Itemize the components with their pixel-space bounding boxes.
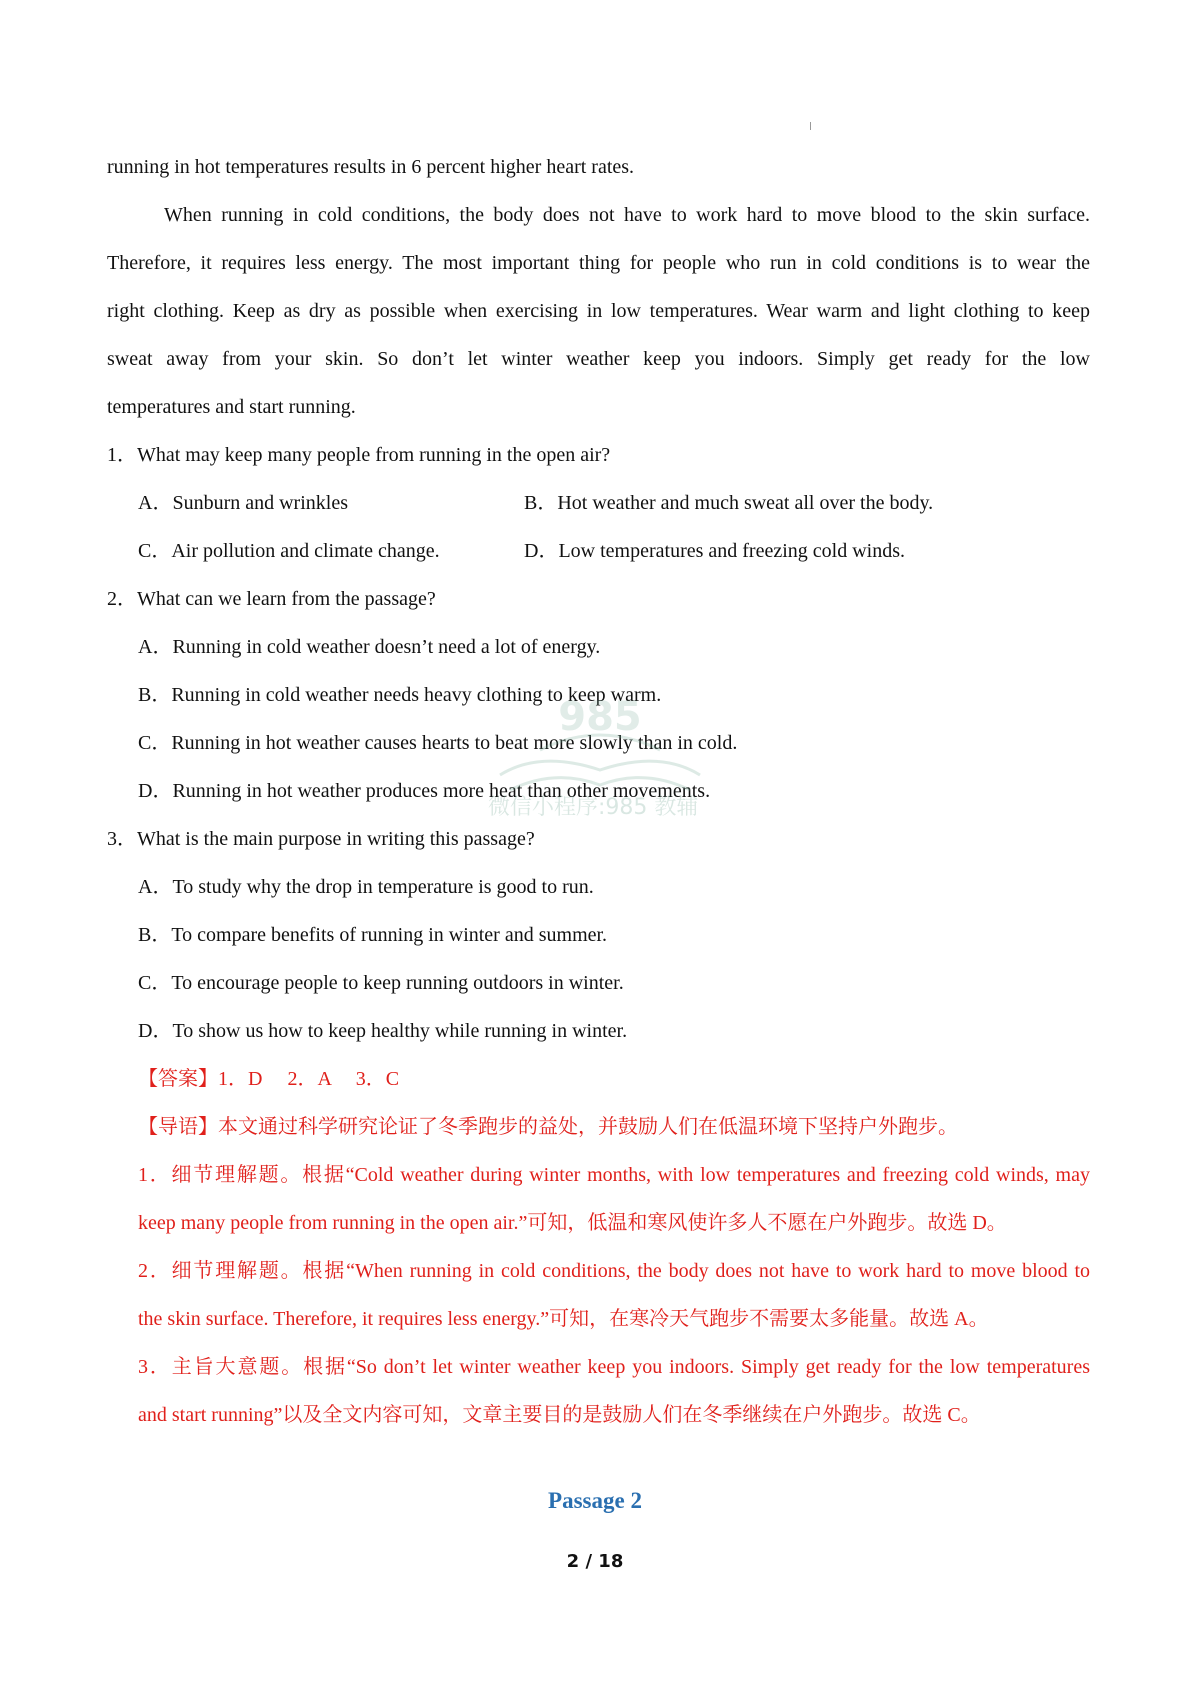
question-1-stem: 1．What may keep many people from running in the open air? <box>107 444 611 466</box>
question-1-option-c: C．Air pollution and climate change. <box>138 540 440 562</box>
explanation-line: the skin surface. Therefore, it requires less energy.”可知，在寒冷天气跑步不需要太多能量。故选 A。 <box>138 1308 989 1330</box>
passage-heading: Passage 2 <box>548 1488 642 1513</box>
question-3-option-c: C．To encourage people to keep running outdoors in winter. <box>138 972 624 994</box>
paragraph-line: When running in cold conditions, the body does not have to work hard to move blood to the skin surface. <box>164 204 1090 226</box>
paragraph-line: right clothing. Keep as dry as possible when exercising in low temperatures. Wear warm and light clothing to keep <box>107 300 1090 322</box>
question-2-option-b: B．Running in cold weather needs heavy clothing to keep warm. <box>138 684 662 706</box>
question-3-option-a: A．To study why the drop in temperature is good to run. <box>138 876 594 898</box>
answer-text: 1．D 2．A 3．C <box>218 1068 400 1090</box>
question-3-option-d: D．To show us how to keep healthy while running in winter. <box>138 1020 628 1042</box>
paragraph-line: sweat away from your skin. So don’t let winter weather keep you indoors. Simply get ready for the low <box>107 348 1090 370</box>
question-3-option-b: B．To compare benefits of running in winter and summer. <box>138 924 608 946</box>
question-1-option-b: B．Hot weather and much sweat all over the body. <box>524 492 934 514</box>
question-1-option-d: D．Low temperatures and freezing cold winds. <box>524 540 905 562</box>
question-2-option-d: D．Running in hot weather produces more heat than other movements. <box>138 780 711 802</box>
question-2-option-a: A．Running in cold weather doesn’t need a lot of energy. <box>138 636 601 658</box>
header-mark <box>810 122 811 130</box>
watermark-number: 985 <box>558 694 642 740</box>
answer-label: 【答案】 <box>138 1068 218 1090</box>
question-2-option-c: C．Running in hot weather causes hearts to beat more slowly than in cold. <box>138 732 738 754</box>
explanation-line: 3．主旨大意题。根据“So don’t let winter weather keep you indoors. Simply get ready for the low temperatures <box>138 1356 1090 1378</box>
watermark-text: 微信小程序:985 教辅 <box>488 795 699 820</box>
passage-tail-line: running in hot temperatures results in 6 percent higher heart rates. <box>107 156 635 178</box>
paragraph-line: temperatures and start running. <box>107 396 356 418</box>
page-number: 2 / 18 <box>566 1551 624 1572</box>
question-2-stem: 2．What can we learn from the passage? <box>107 588 436 610</box>
answer-line <box>138 1067 1090 1091</box>
paragraph-line: Therefore, it requires less energy. The most important thing for people who run in cold conditions is to wear the <box>107 252 1090 274</box>
intro-text: 本文通过科学研究论证了冬季跑步的益处，并鼓励人们在低温环境下坚持户外跑步。 <box>218 1116 958 1138</box>
intro-label: 【导语】 <box>138 1116 218 1138</box>
explanation-line: 1．细节理解题。根据“Cold weather during winter months, with low temperatures and freezing cold winds, may <box>138 1164 1090 1186</box>
explanation-line: 2．细节理解题。根据“When running in cold conditions, the body does not have to work hard to move blood to <box>138 1260 1090 1282</box>
explanation-line: and start running”以及全文内容可知，文章主要目的是鼓励人们在冬季继续在户外跑步。故选 C。 <box>138 1404 981 1426</box>
question-1-option-a: A．Sunburn and wrinkles <box>138 492 348 514</box>
intro-line <box>138 1115 1090 1139</box>
question-3-stem: 3．What is the main purpose in writing this passage? <box>107 828 535 850</box>
explanation-line: keep many people from running in the open air.”可知，低温和寒风使许多人不愿在户外跑步。故选 D。 <box>138 1212 1007 1234</box>
